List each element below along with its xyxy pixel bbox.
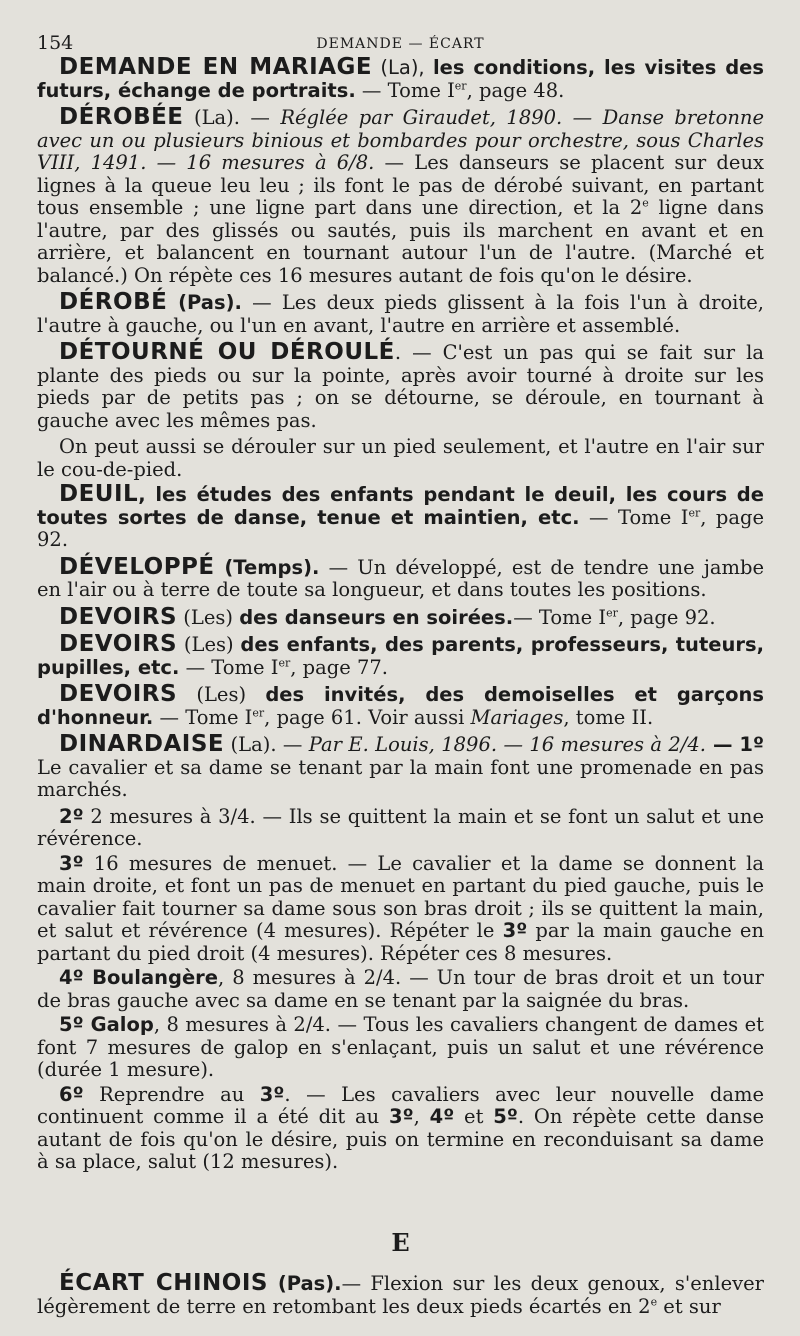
entry-detourne-ou-deroule (37, 341, 764, 432)
entry-qualifier: (La). — (224, 733, 309, 756)
entry-headword: DEUIL (59, 481, 139, 507)
entry-definition-cont: et sur (657, 1294, 721, 1318)
step-text: 2 mesures à 3/4. — Ils se quittent la main et se font un salut et une révérence. (37, 804, 764, 850)
entry-devoirs-invites (37, 683, 764, 729)
step-text-cont: . — Les cavaliers avec leur nouvelle dame continuent comme il a été dit au (37, 1082, 764, 1128)
step-text: , 8 mesures à 2/4. — Tous les cavaliers changent de dames et font 7 mesures de galop en s'enlaçant, puis un salut et une révérence (durée 1 mesure). (37, 1013, 765, 1081)
entry-headword: DÉROBÉE (59, 104, 184, 130)
entry-reference-page: , page 48. (466, 78, 565, 102)
entry-source: Par E. Louis, 1896. — 16 mesures à 2/4. (308, 733, 706, 756)
entry-demande-en-mariage (37, 56, 764, 102)
step-text: Reprendre au (83, 1082, 260, 1106)
entry-headword: DINARDAISE (59, 731, 225, 757)
entry-source: Réglée par Giraudet, 1890. — Danse bretonne avec un ou plusieurs binious et bombardes pour orchestre, sous Charles VIII, 1491. — 16 mesures à 6/8. (37, 106, 764, 174)
step-number: 4º Boulangère (59, 966, 219, 989)
entry-reference-page: , page 92. (617, 605, 716, 629)
superscript: er (688, 506, 701, 519)
step-number: 3º (59, 851, 84, 875)
step-text: Le cavalier et sa dame se tenant par la main font une promenade en pas marchés. (37, 755, 764, 801)
entry-reference: — Tome I (355, 78, 455, 102)
entry-subject: des danseurs en soirées. (239, 605, 514, 629)
entry-qualifier: (Les) (177, 633, 241, 656)
superscript: er (454, 79, 467, 92)
step-reference: 4º (429, 1105, 455, 1128)
step-reference: 5º (493, 1105, 518, 1128)
entry-headword: DEVOIRS (59, 681, 178, 707)
cross-reference: Mariages (470, 705, 564, 729)
entry-qualifier: (Pas). (167, 291, 242, 314)
step-number: 2º (59, 804, 84, 828)
step-reference: 3º (502, 919, 528, 942)
entry-headword: DÉTOURNÉ OU DÉROULÉ (59, 339, 395, 365)
entry-derobe (37, 291, 764, 337)
step-text-cont: par la main gauche en partant du pied droit (4 mesures). Répéter ces 8 mesures. (37, 919, 764, 965)
separator: et (454, 1105, 494, 1128)
entry-qualifier: (Temps). (214, 555, 320, 579)
entry-deuil (37, 483, 764, 552)
entry-definition: — Les deux pieds glissent à la fois l'un à droite, l'autre à gauche, ou l'un en avant, l'autre en arrière et assemblé. (37, 291, 764, 337)
entry-qualifier: (Pas). (267, 1272, 342, 1295)
dinardaise-step-2 (37, 806, 764, 851)
entry-headword: ÉCART CHINOIS (59, 1270, 268, 1296)
entry-subject: des enfants, des parents, professeurs, tuteurs, pupilles, etc. (37, 633, 765, 679)
entry-headword: DEVOIRS (59, 603, 178, 630)
step-text: 16 mesures de menuet. — Le cavalier et la dame se donnent la main droite, et font un pas de menuet en partant du pied gauche, puis le cavalier fait tourner sa dame sous son bras droit ; ils se quittent la main, et salut et révérence (4 mesures). Répéter le (37, 851, 764, 942)
entry-subject: , les études des enfants pendant le deuil, les cours de toutes sortes de danse, tenue et maintien, etc. (37, 483, 764, 529)
superscript: er (606, 606, 618, 619)
entry-devoirs-enfants (37, 633, 764, 679)
step-text-end: . On répète cette danse autant de fois qu'on le désire, puis on termine en reconduisant sa dame à sa place, salut (12 mesures). (37, 1105, 765, 1173)
superscript: e (642, 196, 649, 210)
superscript: er (278, 656, 291, 669)
entry-definition: — Un développé, est de tendre une jambe en l'air ou à terre de toute sa longueur, et dans toutes les positions. (37, 555, 765, 601)
entry-qualifier: (Les) (177, 605, 240, 629)
entry-qualifier: (La), (372, 56, 433, 79)
entry-qualifier: (Les) (177, 683, 266, 706)
entry-reference: — Tome I (179, 655, 279, 679)
step-number: 6º (59, 1082, 84, 1106)
entry-reference: — Tome I (579, 505, 689, 529)
separator: , (413, 1105, 430, 1128)
entry-devoirs-danseurs (37, 603, 764, 630)
entry-dinardaise (37, 733, 764, 802)
entry-reference: — Tome I (153, 705, 253, 729)
entry-qualifier: (La). — (183, 106, 281, 129)
entry-derobee (37, 106, 764, 287)
entry-definition: — Flexion sur les deux genoux, s'enlever légèrement de terre en retombant les deux pieds écartés en 2 (37, 1272, 765, 1318)
step-number: — 1º (705, 733, 764, 756)
entry-reference: — Tome I (513, 605, 607, 629)
entry-definition: — Les danseurs se placent sur deux lignes à la queue leu leu ; ils font le pas de dérobé suivant, en partant tous ensemble ; une ligne part dans une direction, et la 2 (37, 151, 765, 219)
entry-ecart-chinois (37, 1272, 764, 1318)
dinardaise-step-4 (37, 967, 764, 1012)
entry-reference-page: , page 61. Voir aussi (264, 705, 471, 729)
superscript: er (252, 706, 265, 719)
step-number: 5º Galop (59, 1013, 154, 1036)
step-text: , 8 mesures à 2/4. — Un tour de bras droit et un tour de bras gauche avec sa dame en se tenant par la saignée du bras. (37, 966, 764, 1012)
superscript: e (650, 1295, 658, 1308)
entry-reference-end: , tome II. (563, 705, 654, 729)
step-reference: 3º (259, 1082, 285, 1106)
entry-headword: DEVOIRS (59, 631, 178, 657)
entry-developpe (37, 553, 765, 602)
entry-definition: . — C'est un pas qui se fait sur la plante des pieds ou sur la pointe, après avoir tourné à droite sur les pieds par de petits pas ; on se détourne, se déroule, en tournant à gauche avec les mêmes pas. (37, 341, 764, 432)
running-head (37, 28, 764, 56)
entry-paragraph: On peut aussi se dérouler sur un pied seulement, et l'autre en l'air sur le cou-de-pied. (37, 435, 764, 481)
entry-subject: des invités, des demoiselles et garçons d'honneur. (37, 683, 765, 729)
entry-headword: DÉVELOPPÉ (59, 553, 215, 580)
dinardaise-step-6 (37, 1084, 764, 1174)
entry-reference-page: , page 77. (290, 655, 388, 679)
entry-headword: DÉROBÉ (59, 289, 168, 315)
entry-reference-page: , page 92. (37, 505, 765, 551)
step-reference: 3º (389, 1105, 414, 1128)
entry-definition-cont: ligne dans l'autre, par des glissés ou sautés, puis ils marchent en avant et en arrière, et balancent en tournant autour l'un de l'autre. (Marché et balancé.) On répète ces 16 mesures autant de fois qu'on le désire. (37, 196, 764, 287)
dinardaise-step-3 (37, 853, 764, 966)
running-title: DEMANDE — ÉCART (316, 36, 485, 52)
page-body (37, 56, 764, 1318)
dinardaise-step-5 (37, 1014, 764, 1082)
entry-subject: les conditions, les visites des futurs, échange de portraits. (37, 56, 764, 102)
page-number: 154 (37, 32, 74, 54)
entry-headword: DEMANDE EN MARIAGE (59, 54, 373, 80)
section-letter: E (391, 1227, 410, 1257)
